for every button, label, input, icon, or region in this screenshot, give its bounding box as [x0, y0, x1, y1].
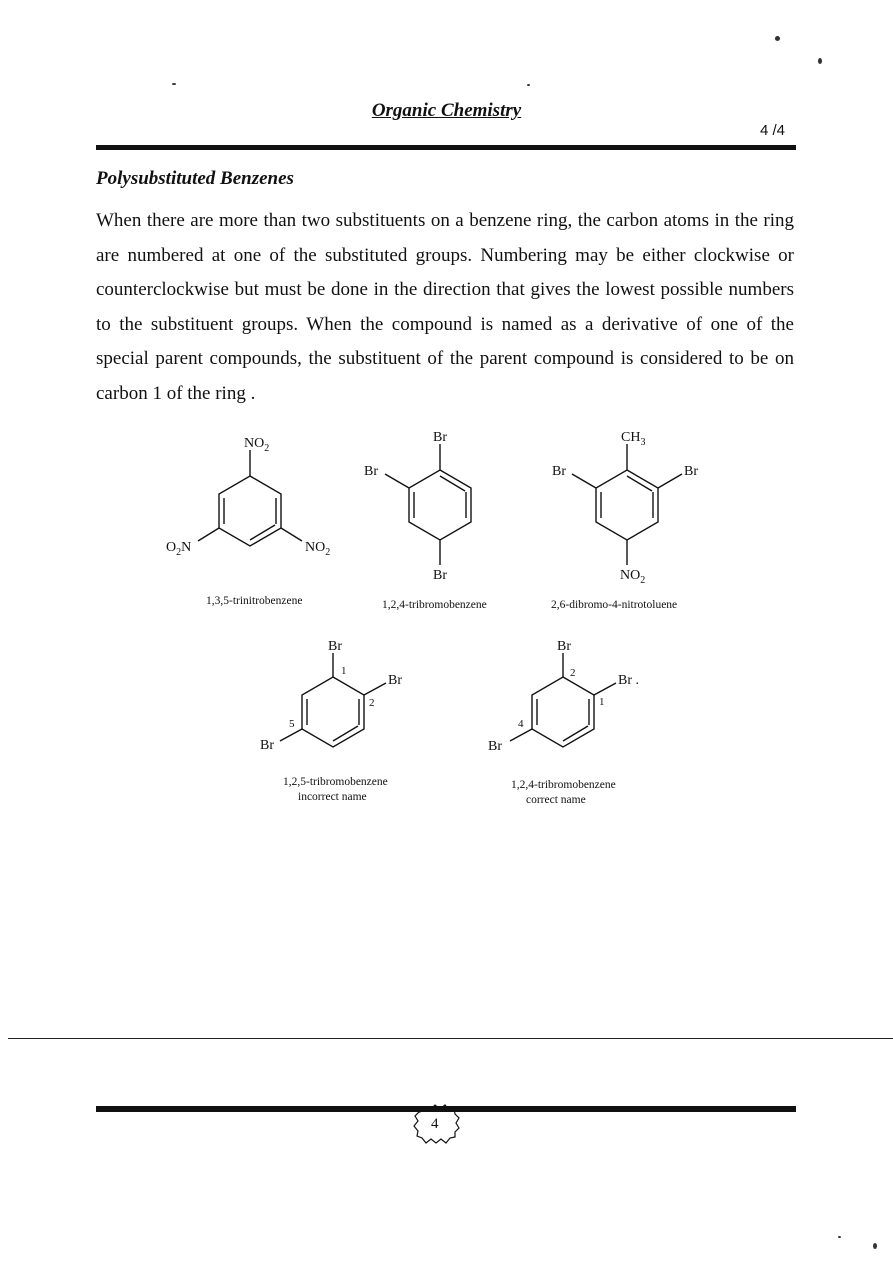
scan-speck [818, 58, 822, 64]
correct-number-4: 4 [518, 718, 524, 730]
trinitrobenzene-ring [198, 450, 302, 546]
tribromo-a-bottom-label: Br [433, 568, 447, 583]
trinitro-top-label: $NO_2$ [244, 436, 270, 454]
scan-speck [873, 1243, 877, 1249]
incorrect-right-label: Br [388, 673, 402, 688]
incorrect-number-2: 2 [369, 697, 375, 709]
correct-caption: 1,2,4-tribromobenzene [511, 779, 616, 791]
nitrotoluene-caption: 2,6-dibromo-4-nitrotoluene [551, 599, 678, 611]
correct-right-label: Br . [618, 673, 639, 688]
trinitro-right-label: $NO_2$ [305, 540, 331, 558]
page-number: 4 [431, 1116, 439, 1132]
footer-rule [96, 1106, 796, 1112]
incorrect-number-1: 1 [341, 665, 347, 677]
nitrotoluene-right-label: Br [684, 464, 698, 479]
footer-divider [8, 1038, 893, 1039]
correct-left-label: Br [488, 739, 502, 754]
scan-speck [775, 36, 780, 41]
section-title: Polysubstituted Benzenes [96, 168, 294, 189]
tribromo-a-caption: 1,2,4-tribromobenzene [382, 599, 487, 611]
scan-speck [838, 1236, 841, 1238]
nitrotoluene-top-label: $CH_3$ [621, 430, 646, 448]
nitrotoluene-bottom-label: $NO_2$ [620, 568, 646, 586]
trinitro-left-label: $O_2N$ [166, 540, 192, 558]
incorrect-number-5: 5 [289, 718, 295, 730]
incorrect-caption: 1,2,5-tribromobenzene [283, 776, 388, 788]
correct-number-2: 2 [570, 667, 576, 679]
tribromo-a-top-label: Br [433, 430, 447, 445]
scan-speck [527, 84, 530, 86]
incorrect-caption-note: incorrect name [298, 791, 367, 803]
header-title: Organic Chemistry [371, 100, 522, 121]
tribromo-a-left-label: Br [364, 464, 378, 479]
tribromobenzene-a-ring [385, 444, 471, 565]
scan-speck [172, 83, 176, 85]
nitrotoluene-ring [572, 444, 682, 565]
incorrect-top-label: Br [328, 639, 342, 654]
body-paragraph: When there are more than two substituents on a benzene ring, the carbon atoms in the ring are numbered at one of the substituted groups. Numbering may be either clockwise or counterclockwise but must be done in the direction that gives the lowest possible numbers to the substituent groups. When the compound is named as a derivative of one of the special parent compounds, the substituent of the parent compound is considered to be on carbon 1 of the ring . [96, 210, 794, 404]
incorrect-left-label: Br [260, 738, 274, 753]
trinitro-caption: 1,3,5-trinitrobenzene [206, 595, 303, 607]
correct-caption-note: correct name [526, 794, 586, 806]
correct-number-1: 1 [599, 696, 605, 708]
correct-top-label: Br [557, 639, 571, 654]
header-page-fraction: 4 /4 [760, 122, 786, 139]
nitrotoluene-left-label: Br [552, 464, 566, 479]
